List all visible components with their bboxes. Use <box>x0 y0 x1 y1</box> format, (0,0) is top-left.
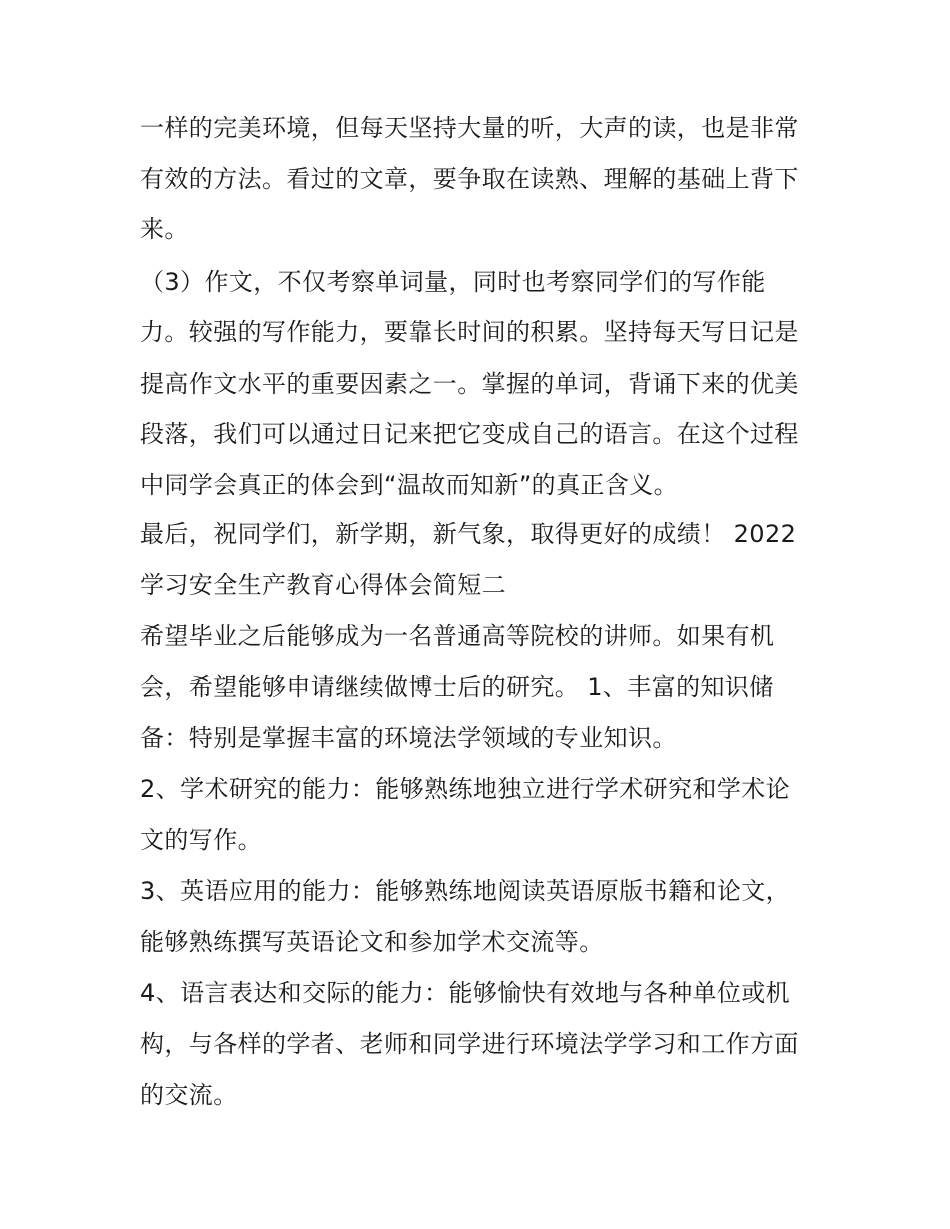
text-line: 能够熟练撰写英语论文和参加学术交流等。 <box>140 928 604 956</box>
text-line: 文的写作。 <box>140 826 262 854</box>
text-line: 4、语言表达和交际的能力：能够愉快有效地与各种单位或机 <box>140 979 791 1007</box>
text-line: 力。较强的写作能力，要靠长时间的积累。坚持每天写日记是 <box>140 318 799 346</box>
text-line: 2、学术研究的能力：能够熟练地独立进行学术研究和学术论 <box>140 775 791 803</box>
text-line: 构，与各样的学者、老师和同学进行环境法学学习和工作方面 <box>140 1030 799 1058</box>
text-line: 段落，我们可以通过日记来把它变成自己的语言。在这个过程 <box>140 420 799 448</box>
text-line: 中同学会真正的体会到“温故而知新”的真正含义。 <box>140 471 679 499</box>
text-line: 3、英语应用的能力：能够熟练地阅读英语原版书籍和论文， <box>140 877 791 905</box>
heading-line: 学习安全生产教育心得体会简短二 <box>140 571 506 599</box>
text-line: 一样的完美环境，但每天坚持大量的听，大声的读，也是非常 <box>140 114 799 142</box>
text-line: 提高作文水平的重要因素之一。掌握的单词，背诵下来的优美 <box>140 370 799 398</box>
text-line: （3）作文，不仅考察单词量，同时也考察同学们的写作能 <box>140 268 766 296</box>
text-line: 会，希望能够申请继续做博士后的研究。 1、丰富的知识储 <box>140 673 774 701</box>
text-line: 来。 <box>140 215 189 243</box>
text-line: 最后，祝同学们，新学期，新气象，取得更好的成绩！ 2022 <box>140 520 797 548</box>
text-line: 希望毕业之后能够成为一名普通高等院校的讲师。如果有机 <box>140 622 775 650</box>
text-line: 的交流。 <box>140 1081 238 1109</box>
text-line: 有效的方法。看过的文章，要争取在读熟、理解的基础上背下 <box>140 165 799 193</box>
text-line: 备：特别是掌握丰富的环境法学领域的专业知识。 <box>140 724 677 752</box>
